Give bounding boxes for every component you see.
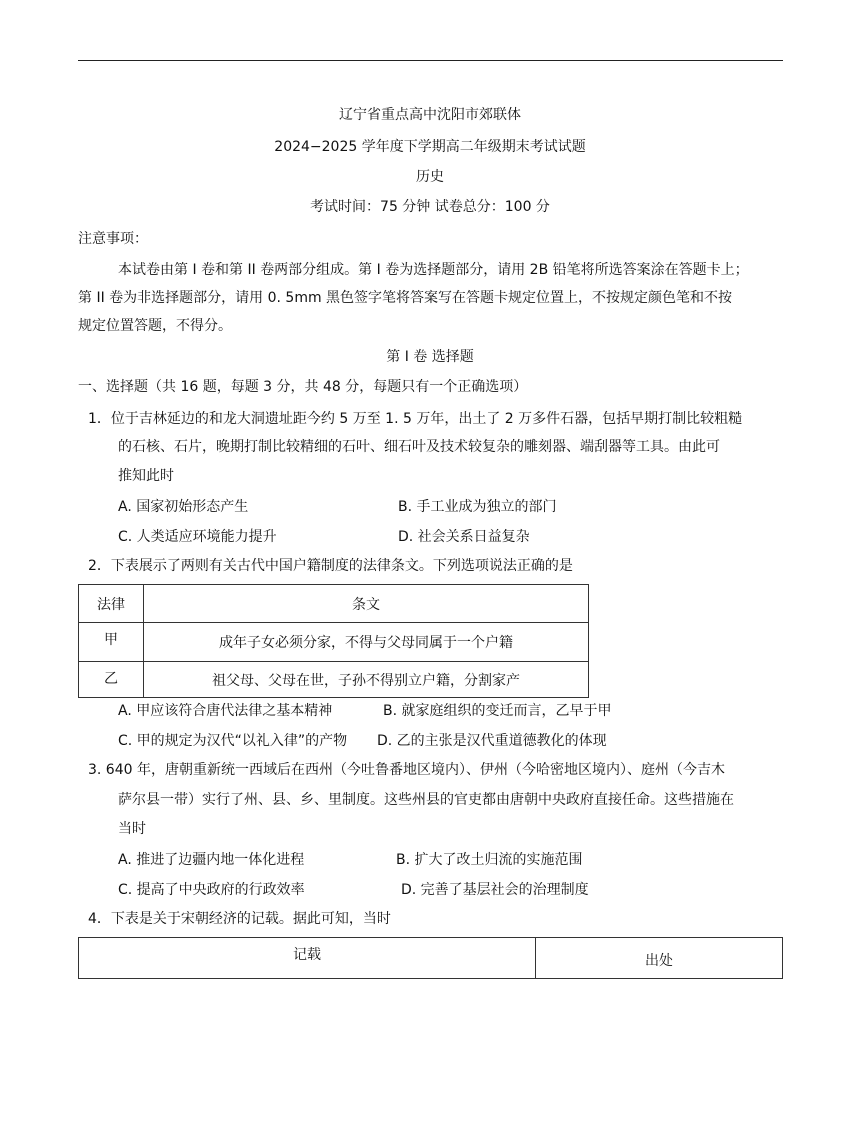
q2-option-d: D. 乙的主张是汉代重道德教化的体现 [377, 733, 607, 749]
school-name: 辽宁省重点高中沈阳市郊联体 [339, 107, 521, 123]
q2-table-row-2-law: 乙 [79, 662, 144, 698]
q1-option-a: A. 国家初始形态产生 [118, 499, 249, 515]
q3-stem-line-2: 萨尔县一带）实行了州、县、乡、里制度。这些州县的官吏都由唐朝中央政府直接任命。这些措施在 [118, 792, 734, 808]
q4-record-table [78, 937, 783, 979]
exam-title: 2024−2025 学年度下学期高二年级期末考试试题 [274, 139, 586, 155]
q3-option-d: D. 完善了基层社会的治理制度 [401, 882, 589, 898]
notice-line-3: 规定位置答题，不得分。 [78, 318, 232, 334]
q1-option-c: C. 人类适应环境能力提升 [118, 529, 277, 545]
notice-line-2: 第 II 卷为非选择题部分，请用 0. 5mm 黑色签字笔将答案写在答题卡规定位置上，不按规定颜色笔和不按 [78, 290, 733, 306]
q3-stem-line-1: 3. 640 年，唐朝重新统一西域后在西州（今吐鲁番地区境内）、伊州（今哈密地区境内）、庭州（今吉木 [88, 762, 725, 778]
q2-option-c: C. 甲的规定为汉代“以礼入律”的产物 [118, 733, 348, 749]
q4-table-header-source: 出处 [536, 938, 783, 979]
q1-option-b: B. 手工业成为独立的部门 [398, 499, 557, 515]
q1-option-d: D. 社会关系日益复杂 [398, 529, 530, 545]
subject-title: 历史 [416, 169, 444, 185]
q2-law-table [78, 584, 589, 698]
q2-table-header-law: 法律 [79, 585, 144, 623]
notice-line-1: 本试卷由第 I 卷和第 II 卷两部分组成。第 I 卷为选择题部分，请用 2B 铅笔将所选答案涂在答题卡上； [118, 262, 749, 278]
section-title: 第 I 卷 选择题 [386, 349, 474, 365]
q2-option-a: A. 甲应该符合唐代法律之基本精神 [118, 703, 333, 719]
exam-time-score: 考试时间：75 分钟 试卷总分：100 分 [310, 199, 550, 215]
q2-stem: 2．下表展示了两则有关古代中国户籍制度的法律条文。下列选项说法正确的是 [88, 558, 573, 574]
notice-heading: 注意事项： [78, 231, 148, 247]
section-instruction: 一、选择题（共 16 题，每题 3 分，共 48 分，每题只有一个正确选项） [78, 379, 528, 395]
q1-stem-line-3: 推知此时 [118, 468, 174, 484]
q2-option-b: B. 就家庭组织的变迁而言，乙早于甲 [383, 703, 612, 719]
q2-table-row-1-clause: 成年子女必须分家，不得与父母同属于一个户籍 [144, 623, 589, 662]
q4-stem: 4．下表是关于宋朝经济的记载。据此可知，当时 [88, 911, 391, 927]
q4-table-header-record: 记载 [79, 938, 536, 979]
q1-stem-line-1: 1．位于吉林延边的和龙大洞遗址距今约 5 万至 1. 5 万年，出土了 2 万多件石器，包括早期打制比较粗糙 [88, 411, 743, 427]
q2-table-row-1-law: 甲 [79, 623, 144, 662]
q2-table-row-2-clause: 祖父母、父母在世，子孙不得别立户籍，分割家产 [144, 662, 589, 698]
q3-option-b: B. 扩大了改土归流的实施范围 [396, 852, 583, 868]
q1-stem-line-2: 的石核、石片，晚期打制比较精细的石叶、细石叶及技术较复杂的雕刻器、端刮器等工具。由此可 [118, 439, 720, 455]
q3-stem-line-3: 当时 [118, 821, 146, 837]
q2-table-header-clause: 条文 [144, 585, 589, 623]
header-rule [78, 60, 783, 61]
q3-option-a: A. 推进了边疆内地一体化进程 [118, 852, 305, 868]
q3-option-c: C. 提高了中央政府的行政效率 [118, 882, 305, 898]
